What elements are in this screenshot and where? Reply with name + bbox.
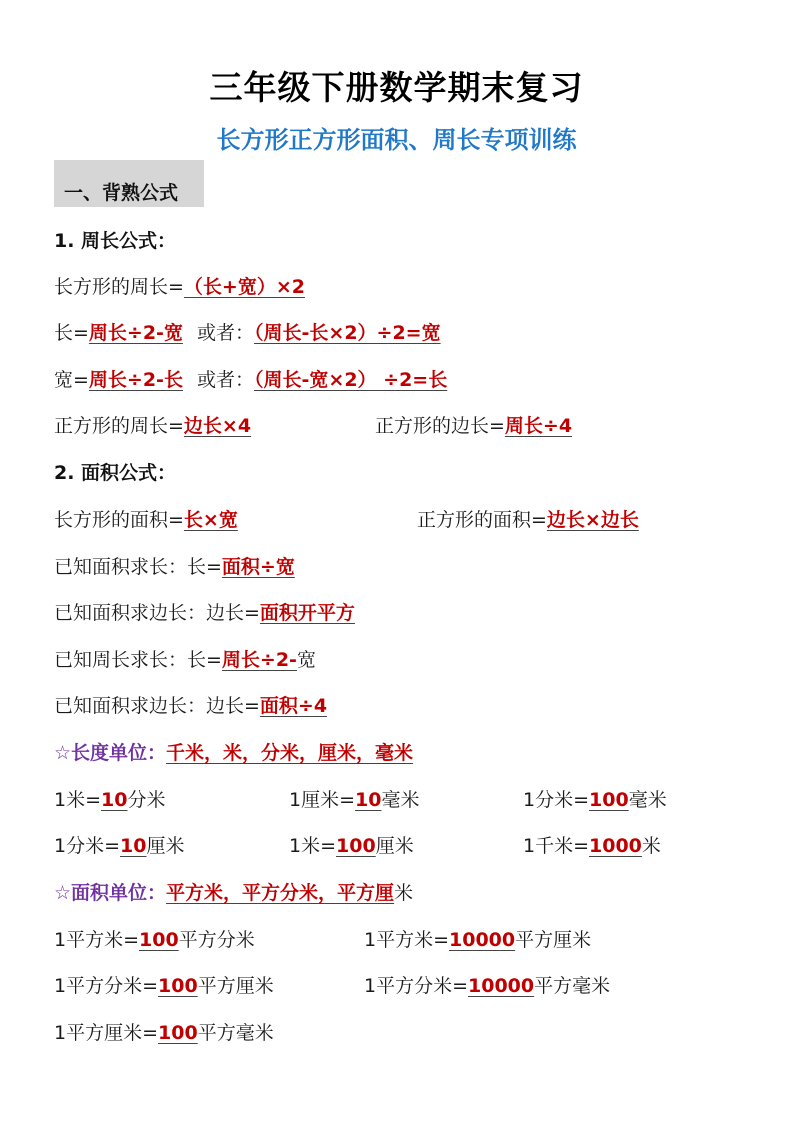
conv-answer: 100 bbox=[589, 789, 629, 811]
conv-answer: 10 bbox=[120, 835, 147, 857]
conv-answer: 10000 bbox=[449, 929, 516, 951]
formula-label: 已知面积求长：长= bbox=[54, 556, 222, 578]
conv-post: 米 bbox=[641, 835, 661, 857]
formula-label: 正方形的边长= bbox=[375, 415, 505, 437]
perimeter-heading: 1. 周长公式： bbox=[54, 230, 177, 252]
conv-answer: 100 bbox=[139, 929, 179, 951]
formula-answer: 边长×边长 bbox=[546, 509, 639, 531]
conv-post: 平方厘米 bbox=[515, 929, 592, 951]
formula-line bbox=[54, 694, 327, 718]
page-subtitle: 长方形正方形面积、周长专项训练 bbox=[216, 126, 577, 154]
formula-label: 或者： bbox=[197, 322, 255, 344]
conv-post: 分米 bbox=[127, 789, 166, 811]
formula-answer: 周长÷2- bbox=[221, 649, 297, 671]
conv-post: 毫米 bbox=[381, 789, 420, 811]
formula-answer: 周长÷2-宽 bbox=[88, 322, 183, 344]
conv-pre: 1平方分米= bbox=[54, 975, 159, 997]
conv-answer: 10 bbox=[355, 789, 382, 811]
formula-line bbox=[54, 321, 441, 345]
conv-post: 厘米 bbox=[375, 835, 414, 857]
unit-conversion bbox=[523, 834, 661, 858]
formula-label: 宽 bbox=[296, 649, 316, 671]
conv-pre: 1平方厘米= bbox=[54, 1022, 159, 1044]
formula-label: 宽= bbox=[54, 369, 89, 391]
conv-post: 平方毫米 bbox=[534, 975, 611, 997]
conv-pre: 1平方米= bbox=[54, 929, 140, 951]
conv-post: 平方分米 bbox=[178, 929, 255, 951]
conv-answer: 1000 bbox=[589, 835, 642, 857]
formula-answer: 面积÷4 bbox=[259, 695, 328, 717]
formula-answer: （周长-长×2）÷2=宽 bbox=[254, 322, 441, 344]
unit-heading-label: ☆长度单位： bbox=[54, 742, 167, 764]
unit-list: 平方米，平方分米，平方厘 bbox=[166, 882, 395, 904]
conv-pre: 1分米= bbox=[523, 789, 590, 811]
formula-line bbox=[375, 414, 572, 438]
formula-answer: 周长÷4 bbox=[504, 415, 573, 437]
formula-line bbox=[54, 601, 355, 625]
page-title: 三年级下册数学期末复习 bbox=[209, 68, 584, 107]
unit-list: 千米，米，分米，厘米，毫米 bbox=[166, 742, 414, 764]
unit-conversion bbox=[364, 974, 610, 998]
length-units-heading bbox=[54, 741, 413, 765]
conv-post: 平方厘米 bbox=[197, 975, 274, 997]
unit-conversion bbox=[289, 788, 419, 812]
conv-pre: 1平方分米= bbox=[364, 975, 469, 997]
formula-line bbox=[417, 508, 639, 532]
formula-answer: 面积开平方 bbox=[259, 602, 355, 624]
unit-conversion bbox=[54, 788, 165, 812]
formula-label: 已知面积求边长：边长= bbox=[54, 695, 260, 717]
formula-line bbox=[54, 555, 295, 579]
formula-line bbox=[54, 368, 447, 392]
conv-answer: 10000 bbox=[468, 975, 535, 997]
formula-label: 正方形的周长= bbox=[54, 415, 184, 437]
formula-label: 长方形的周长= bbox=[54, 276, 184, 298]
area-heading: 2. 面积公式： bbox=[54, 462, 177, 484]
conv-answer: 100 bbox=[158, 1022, 198, 1044]
formula-label: 或者： bbox=[197, 369, 255, 391]
formula-line bbox=[54, 275, 305, 299]
formula-label: 正方形的面积= bbox=[417, 509, 547, 531]
formula-label: 已知周长求长：长= bbox=[54, 649, 222, 671]
formula-line bbox=[54, 414, 251, 438]
formula-answer: （长+宽）×2 bbox=[183, 276, 305, 298]
section-header bbox=[54, 160, 204, 207]
conv-answer: 100 bbox=[158, 975, 198, 997]
conv-pre: 1米= bbox=[289, 835, 337, 857]
unit-conversion bbox=[54, 834, 184, 858]
formula-label: 长= bbox=[54, 322, 89, 344]
conv-post: 厘米 bbox=[146, 835, 185, 857]
conv-answer: 10 bbox=[101, 789, 128, 811]
conv-post: 毫米 bbox=[628, 789, 667, 811]
conv-answer: 100 bbox=[336, 835, 376, 857]
unit-conversion bbox=[289, 834, 414, 858]
conv-pre: 1分米= bbox=[54, 835, 121, 857]
unit-list-tail: 米 bbox=[394, 882, 414, 904]
formula-label: 长方形的面积= bbox=[54, 509, 184, 531]
formula-answer: 边长×4 bbox=[183, 415, 252, 437]
unit-conversion bbox=[523, 788, 667, 812]
conv-pre: 1平方米= bbox=[364, 929, 450, 951]
unit-heading-label: ☆面积单位： bbox=[54, 882, 167, 904]
formula-answer: 长×宽 bbox=[183, 509, 238, 531]
formula-line bbox=[54, 508, 238, 532]
conv-pre: 1千米= bbox=[523, 835, 590, 857]
formula-line bbox=[54, 648, 316, 672]
conv-pre: 1米= bbox=[54, 789, 102, 811]
conv-post: 平方毫米 bbox=[197, 1022, 274, 1044]
conv-pre: 1厘米= bbox=[289, 789, 356, 811]
unit-conversion bbox=[54, 1021, 274, 1045]
unit-conversion bbox=[364, 928, 591, 952]
formula-answer: 面积÷宽 bbox=[221, 556, 295, 578]
section-header-label: 一、背熟公式 bbox=[64, 182, 179, 204]
formula-answer: 周长÷2-长 bbox=[88, 369, 183, 391]
unit-conversion bbox=[54, 928, 255, 952]
formula-label: 已知面积求边长：边长= bbox=[54, 602, 260, 624]
unit-conversion bbox=[54, 974, 274, 998]
formula-answer: （周长-宽×2） ÷2=长 bbox=[254, 369, 448, 391]
area-units-heading bbox=[54, 881, 413, 905]
